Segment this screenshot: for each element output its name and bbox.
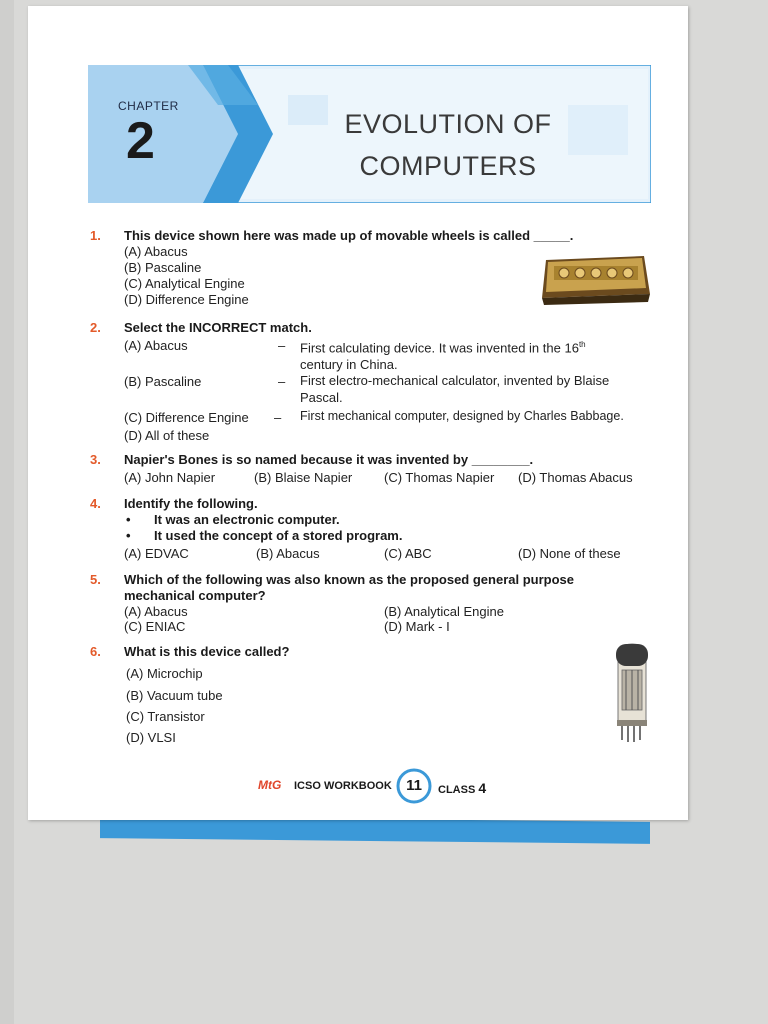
chapter-label: CHAPTER [118,99,179,113]
workbook-label: ICSO WORKBOOK [294,780,392,792]
option: (C) Analytical Engine [124,276,245,291]
option: (B) Vacuum tube [126,688,223,703]
match-description-line: century in China. [300,357,398,373]
option: (B) Pascaline [124,374,202,389]
option: (C) Difference Engine [124,410,249,425]
option: (A) Microchip [126,666,203,681]
bullet-text: It was an electronic computer. [154,512,340,527]
option: (A) Abacus [124,244,188,259]
class-word: CLASS [438,784,476,796]
match-description-line: First electro-mechanical calculator, invented by Blaise [300,373,610,388]
chapter-title [338,103,558,187]
option: (B) Analytical Engine [384,604,504,619]
option: (A) John Napier [124,470,216,485]
question-number: 2. [90,320,101,335]
cover-edge [100,816,650,844]
publisher-logo: MtG [258,778,282,792]
option: (D) VLSI [126,730,176,745]
match-dash: – [278,374,286,389]
option: (B) Blaise Napier [254,470,353,485]
question-number: 4. [90,496,101,511]
question-text: What is this device called? [124,644,290,659]
class-number: 4 [478,780,487,796]
page-footer [258,768,518,804]
option: (C) Thomas Napier [384,470,495,485]
question-number: 6. [90,644,101,659]
scan-shadow [0,0,14,1024]
match-description-line: Pascal. [300,390,343,405]
match-description: First mechanical computer, designed by Charles Babbage. [300,409,624,423]
option: (D) Difference Engine [124,292,249,307]
option: (A) EDVAC [124,546,189,561]
match-description [300,336,586,373]
chapter-title-line2: COMPUTERS [359,151,537,181]
option: (B) Abacus [256,546,320,561]
match-dash: – [278,338,286,353]
question-text-line2: mechanical computer? [124,588,266,603]
vacuum-tube-image [610,640,654,744]
option: (C) ABC [384,546,432,561]
option: (C) Transistor [126,709,205,724]
bullet-dot: • [126,512,131,527]
option: (D) All of these [124,428,210,443]
question-text-line1: Which of the following was also known as the proposed general purpose [124,572,574,587]
question-text: Identify the following. [124,496,258,511]
workbook-page [28,6,688,820]
question-number: 5. [90,572,101,587]
chapter-number: 2 [126,112,155,170]
bullet-dot: • [126,528,131,543]
option: (A) Abacus [124,604,188,619]
question-number: 3. [90,452,101,467]
class-label [438,780,486,796]
superscript: th [578,340,586,349]
option: (B) Pascaline [124,260,202,275]
option: (C) ENIAC [124,619,186,634]
chapter-banner [88,65,651,203]
chapter-title-line1: EVOLUTION OF [344,109,552,139]
option: (D) Thomas Abacus [518,470,633,485]
option: (D) Mark - I [384,619,450,634]
pascaline-device-image [540,250,652,306]
option: (A) Abacus [124,338,188,353]
match-description-line: First calculating device. It was invented in the 16 [300,340,579,356]
match-dash: – [274,410,282,425]
match-description [300,372,609,406]
question-number: 1. [90,228,101,243]
question-text: Select the INCORRECT match. [124,320,312,335]
question-text: This device shown here was made up of movable wheels is called _____. [124,228,574,243]
page-number: 11 [406,777,422,794]
bullet-text: It used the concept of a stored program. [154,528,403,543]
option: (D) None of these [518,546,621,561]
question-text: Napier's Bones is so named because it was invented by ________. [124,452,534,467]
